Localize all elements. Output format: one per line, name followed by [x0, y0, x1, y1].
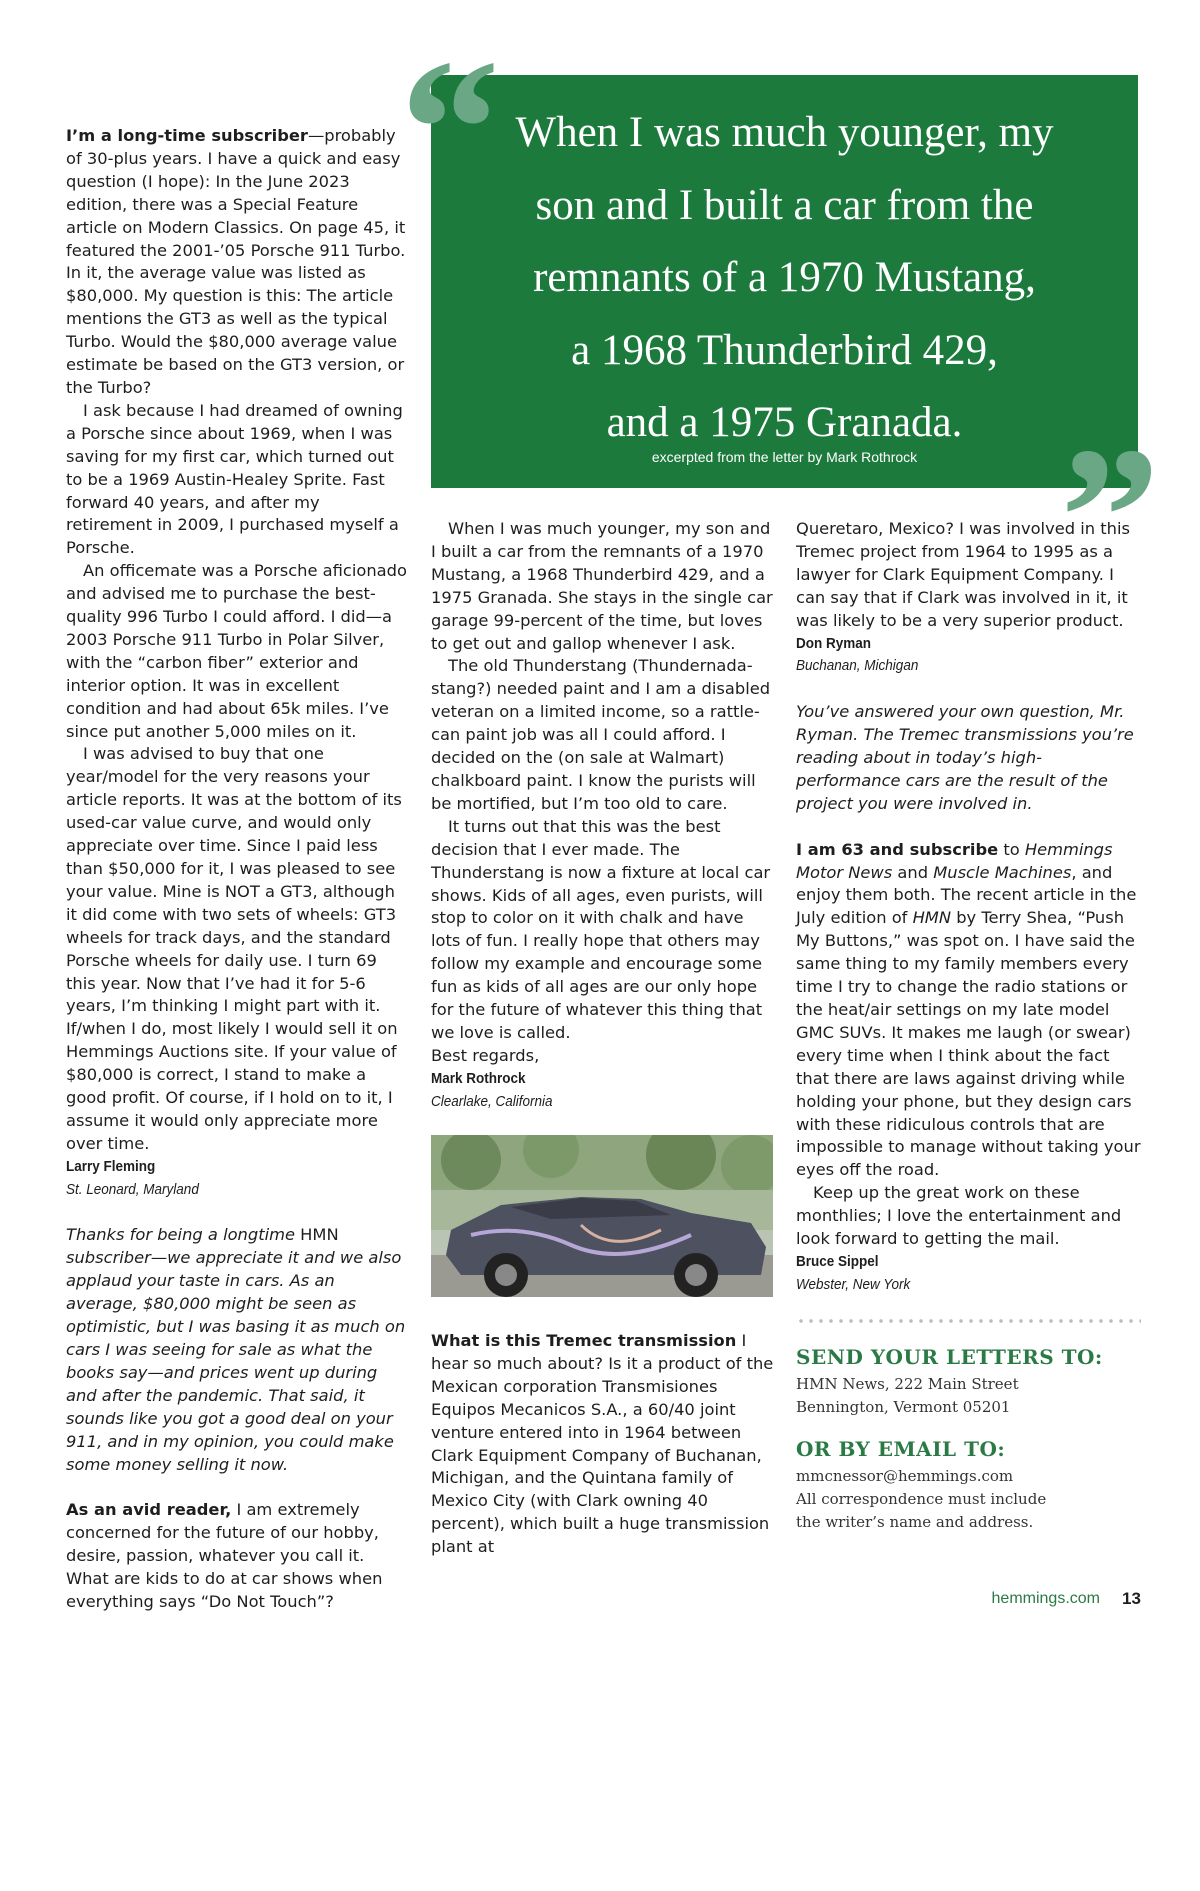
mustang-photo-illustration — [431, 1135, 773, 1297]
letter1-location: St. Leonard, Maryland — [66, 1180, 199, 1198]
letter2-paragraph: The old Thunderstang (Thundernada-stang?) needed paint and I am a disabled veteran on a limited income, so a rattle-can paint job was all I could afford. I decided on the (on sale at Walmart) chalkboard paint. I know the purists will be mortified, but I’m too old to care. — [431, 656, 771, 813]
letter4-location: Webster, New York — [796, 1275, 911, 1293]
correspondence-note: the writer’s name and address. — [796, 1513, 1034, 1531]
open-quote-icon: “ — [400, 19, 500, 240]
letter3-location: Buchanan, Michigan — [796, 657, 919, 675]
send-address-line: HMN News, 222 Main Street — [796, 1375, 1019, 1393]
close-quote-icon: ” — [1060, 407, 1160, 628]
letter4-author: Bruce Sippel — [796, 1252, 879, 1270]
pull-quote-line: son and I built a car from the — [535, 181, 1034, 229]
letter3-paragraph: What is this Tremec transmission I hear so much about? Is it a product of the Mexican corporation Transmisiones Equipos Mecanicos S.A., a 60/40 joint venture entered into in 1964 between Clark Equipment Company of Buchanan, Michigan, and the Quintana family of Mexico City (with Clark owning 40 percent), which built a huge transmission plant at — [431, 1331, 774, 1557]
letter4-paragraph: Keep up the great work on these monthlies; I love the entertainment and look forward to getting the mail. — [796, 1183, 1122, 1249]
column-middle-lower — [431, 1330, 776, 1559]
letter1-paragraph — [66, 125, 410, 400]
car-photo — [431, 1135, 773, 1297]
letter2-closing: Best regards, — [431, 1045, 540, 1065]
dotted-divider — [796, 1318, 1141, 1324]
letter2-lead: As an avid reader, — [66, 1500, 232, 1520]
letter1-paragraph: I was advised to buy that one year/model for the very reasons your article reports. It was at the bottom of its used-car value curve, and would only appreciate over time. Since I paid less than $50,000 for it, I was pleased to see your value. Mine is NOT a GT3, although it did come with two sets of wheels: GT3 wheels for track days, and the standard Porsche wheels for daily use. I turn 69 this year. Now that I’ve had it for 5-6 years, I’m thinking I might part with it. If/when I do, most likely I would sell it on Hemmings Auctions site. If your value of $80,000 is correct, I stand to make a good profit. Of course, if I hold on to it, I assume it would only appreciate more over time. — [66, 744, 402, 1153]
page-number: 13 — [1122, 1589, 1141, 1608]
pull-quote-text — [431, 97, 1138, 460]
letter2-paragraph: As an avid reader, I am extremely concerned for the future of our hobby, desire, passion, whatever you call it. What are kids to do at car shows when everything says “Do Not Touch”? — [66, 1500, 383, 1611]
letter2-location: Clearlake, California — [431, 1092, 553, 1110]
column-left — [66, 125, 410, 1614]
column-right — [796, 518, 1141, 1297]
letter2-paragraph: When I was much younger, my son and I built a car from the remnants of a 1970 Mustang, a 1968 Thunderbird 429, and a 1975 Granada. She stays in the single car garage 99-percent of the time, but loves to get out and gallop whenever I ask. — [431, 519, 773, 653]
letter1-lead: I’m a long-time subscriber — [66, 126, 308, 145]
send-address-line: Bennington, Vermont 05201 — [796, 1398, 1011, 1416]
pull-quote-box — [431, 75, 1138, 488]
pull-quote-line: and a 1975 Granada. — [606, 399, 963, 446]
reply3-paragraph: You’ve answered your own question, Mr. Ryman. The Tremec transmissions you’re reading about in today’s high-performance cars are the result of the project you were involved in. — [796, 702, 1134, 813]
letter3-lead: What is this Tremec transmission — [431, 1331, 737, 1350]
correspondence-note: All correspondence must include — [796, 1490, 1047, 1508]
email-address: mmcnessor@hemmings.com — [796, 1467, 1014, 1485]
letter3-paragraph-cont: Queretaro, Mexico? I was involved in this Tremec project from 1964 to 1995 as a lawyer for Clark Equipment Company. I can say that if Clark was involved in it, it was likely to be a very superior product. — [796, 519, 1130, 630]
pull-quote-line: a 1968 Thunderbird 429, — [571, 326, 998, 374]
letter1-text: —probably of 30-plus years. I have a quick and easy question (I hope): In the June 2023 edition, there was a Special Feature article on Modern Classics. On page 45, it featured the 2001-’05 Porsche 911 Turbo. In it, the average value was listed as $80,000. My question is this: The article mentions the GT3 as well as the typical Turbo. Would the $80,000 average value estimate be based on the GT3 version, or the Turbo? — [66, 126, 406, 397]
letter4-paragraph: I am 63 and subscribe to Hemmings Motor News and Muscle Machines, and enjoy them both. The recent article in the July edition of HMN by Terry Shea, “Push My Buttons,” was spot on. I have said the same thing to my family members every time I try to change the radio stations or the heat/air settings on my late model GMC SUVs. It makes me laugh (or swear) every time when I think about the fact that there are laws against driving while holding your phone, but they design cars with these ridiculous controls that are impossible to manage without taking your eyes off the road. — [796, 839, 1141, 1180]
letter4-lead: I am 63 and subscribe — [796, 839, 999, 859]
letter2-author: Mark Rothrock — [431, 1069, 526, 1087]
letter1-paragraph: An officemate was a Porsche aficionado and advised me to purchase the best-quality 996 Turbo I could afford. I did—a 2003 Porsche 911 Turbo in Polar Silver, with the “carbon fiber” exterior and interior option. It was in excellent condition and had about 65k miles. I’ve since put another 5,000 miles on it. — [66, 561, 407, 741]
letter3-author: Don Ryman — [796, 634, 872, 652]
pull-quote-line: When I was much younger, my — [515, 109, 1054, 156]
footer-site: hemmings.com — [991, 1590, 1100, 1607]
pull-quote-line: remnants of a 1970 Mustang, — [533, 254, 1036, 301]
pull-quote-credit: excerpted from the letter by Mark Rothrock — [651, 449, 918, 465]
letter2-paragraph: It turns out that this was the best decision that I ever made. The Thunderstang is now a fixture at local car shows. Kids of all ages, even purists, will stop to color on it with chalk and have lots of fun. I really hope that others may follow my example and encourage some fun as kids of all ages are our only hope for the future of whatever this thing that we love is called. — [431, 816, 771, 1042]
email-heading: OR BY EMAIL TO: — [796, 1437, 1006, 1461]
reply1-paragraph: Thanks for being a longtime HMN subscriber—we appreciate it and we also applaud your taste in cars. As an average, $80,000 might be seen as optimistic, but I was basing it as much on cars I was seeing for sale as what the books say—and prices went up during and after the pandemic. That said, it sounds like you got a good deal on your 911, and in my opinion, you could make some money selling it now. — [66, 1225, 406, 1474]
send-letters-heading: SEND YOUR LETTERS TO: — [796, 1345, 1103, 1369]
letter1-author: Larry Fleming — [66, 1157, 156, 1175]
letter1-paragraph: I ask because I had dreamed of owning a Porsche since about 1969, when I was saving for my first car, which turned out to be a 1969 Austin-Healey Sprite. Fast forward 40 years, and after my retirement in 2009, I purchased myself a Porsche. — [66, 400, 403, 558]
